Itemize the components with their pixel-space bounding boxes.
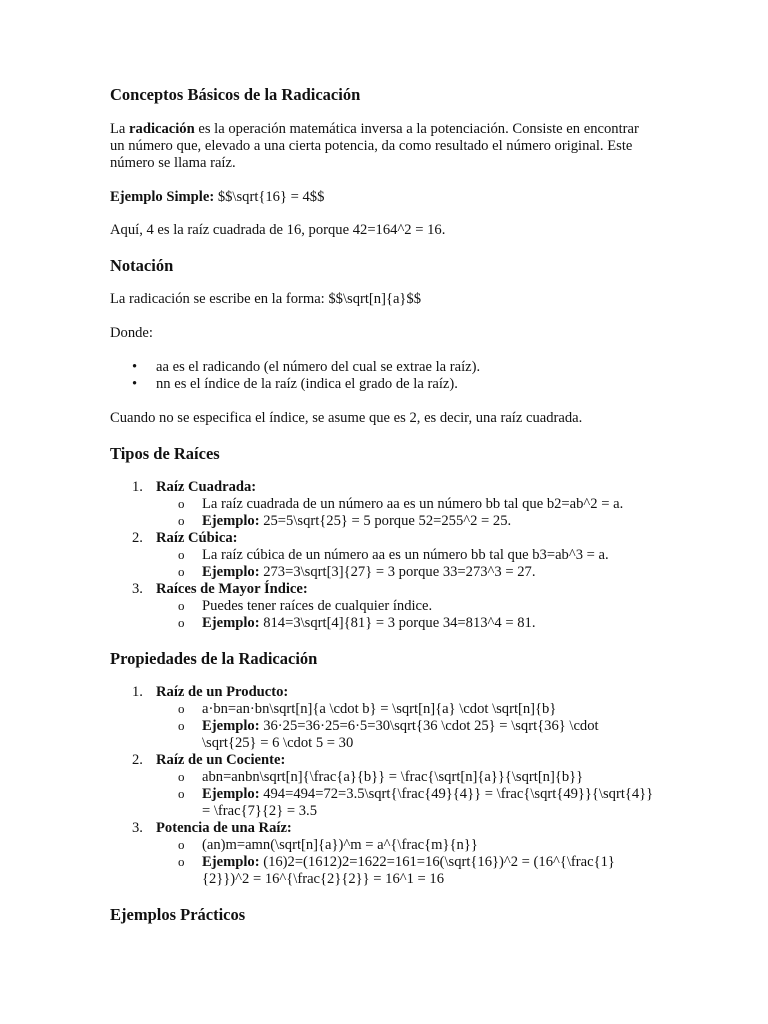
list-number: 1. — [132, 479, 143, 495]
list-item — [110, 684, 655, 752]
notation-bullet-list — [110, 359, 655, 393]
sub-list-item: o (an)m=amn(\sqrt[n]{a})^m = a^{\frac{m}{n}} — [156, 837, 655, 854]
example-text: 814=3\sqrt[4]{81} = 3 porque 34=813^4 = 81. — [259, 615, 536, 631]
list-item-label: Potencia de una Raíz: — [156, 820, 292, 836]
sub-list-item: o abn=anbn\sqrt[n]{\frac{a}{b}} = \frac{\sqrt[n]{a}}{\sqrt[n]{b}} — [156, 769, 655, 786]
list-item: • aa es el radicando (el número del cual se extrae la raíz). — [110, 359, 655, 376]
example-text: 25=5\sqrt{25} = 5 porque 52=255^2 = 25. — [259, 513, 512, 529]
definition-paragraph — [110, 121, 655, 172]
sub-list-item: o Puedes tener raíces de cualquier índice. — [156, 598, 655, 615]
example-label: Ejemplo: — [202, 786, 260, 802]
list-number: 3. — [132, 820, 143, 836]
example-text: (16)2=(1612)2=1622=161=16(\sqrt{16})^2 = (16^{\frac{1}{2}})^2 = 16^{\frac{2}{2}} = 16^1 = 16 — [202, 854, 615, 887]
types-list — [110, 479, 655, 632]
definition-prefix: La — [110, 121, 130, 137]
example-text: 36·25=36·25=6·5=30\sqrt{36 \cdot 25} = \sqrt{36} \cdot \sqrt{25} = 6 \cdot 5 = 30 — [202, 718, 599, 751]
example-label: Ejemplo: — [202, 718, 260, 734]
notation-paragraph: La radicación se escribe en la forma: $$\sqrt[n]{a}$$ — [110, 291, 422, 307]
simple-example-label: Ejemplo Simple: — [110, 189, 215, 205]
list-number: 3. — [132, 581, 143, 597]
sub-list — [156, 837, 655, 888]
sub-list — [156, 598, 655, 632]
default-index-paragraph: Cuando no se especifica el índice, se asume que es 2, es decir, una raíz cuadrada. — [110, 410, 583, 426]
donde-paragraph: Donde: — [110, 325, 153, 341]
sub-list-item — [156, 615, 655, 632]
section-title-notacion: Notación — [110, 256, 174, 275]
list-item — [110, 820, 655, 888]
example-label: Ejemplo: — [202, 615, 260, 631]
document-page — [110, 84, 655, 926]
sub-list — [156, 547, 655, 581]
page-title: Conceptos Básicos de la Radicación — [110, 85, 361, 104]
list-item-label: Raíz de un Cociente: — [156, 752, 286, 768]
list-item — [110, 479, 655, 530]
section-title-tipos: Tipos de Raíces — [110, 444, 220, 463]
list-item: • nn es el índice de la raíz (indica el grado de la raíz). — [110, 376, 655, 393]
example-text: 273=3\sqrt[3]{27} = 3 porque 33=273^3 = 27. — [259, 564, 536, 580]
sub-list-item — [156, 564, 655, 581]
sub-list — [156, 701, 655, 752]
definition-text: es la operación matemática inversa a la potenciación. Consiste en encontrar un número que, elevado a una cierta potencia, da como resultado el número original. Este número se llama raíz. — [110, 121, 639, 171]
sub-list-item — [156, 718, 655, 752]
explanation-paragraph: Aquí, 4 es la raíz cuadrada de 16, porque 42=164^2 = 16. — [110, 222, 446, 238]
list-number: 2. — [132, 752, 143, 768]
sub-list — [156, 496, 655, 530]
sub-list-item — [156, 786, 655, 820]
list-item-label: Raíz Cuadrada: — [156, 479, 257, 495]
list-item — [110, 752, 655, 820]
sub-list-item: o La raíz cuadrada de un número aa es un número bb tal que b2=ab^2 = a. — [156, 496, 655, 513]
example-label: Ejemplo: — [202, 564, 260, 580]
list-item-label: Raíces de Mayor Índice: — [156, 581, 308, 597]
section-title-propiedades: Propiedades de la Radicación — [110, 649, 318, 668]
definition-term: radicación — [129, 121, 195, 137]
sub-list-item — [156, 513, 655, 530]
list-number: 2. — [132, 530, 143, 546]
properties-list — [110, 684, 655, 888]
list-item-label: Raíz Cúbica: — [156, 530, 238, 546]
simple-example-formula: $$\sqrt{16} = 4$$ — [214, 189, 325, 205]
list-item — [110, 581, 655, 632]
sub-list-item: o La raíz cúbica de un número aa es un número bb tal que b3=ab^3 = a. — [156, 547, 655, 564]
list-item — [110, 530, 655, 581]
sub-list-item: o a·bn=an·bn\sqrt[n]{a \cdot b} = \sqrt[n]{a} \cdot \sqrt[n]{b} — [156, 701, 655, 718]
example-text: 494=494=72=3.5\sqrt{\frac{49}{4}} = \frac{\sqrt{49}}{\sqrt{4}} = \frac{7}{2} = 3.5 — [202, 786, 654, 819]
sub-list-item — [156, 854, 655, 888]
example-label: Ejemplo: — [202, 854, 260, 870]
simple-example — [110, 189, 655, 206]
example-label: Ejemplo: — [202, 513, 260, 529]
section-title-ejemplos: Ejemplos Prácticos — [110, 905, 246, 924]
list-item-label: Raíz de un Producto: — [156, 684, 289, 700]
list-number: 1. — [132, 684, 143, 700]
sub-list — [156, 769, 655, 820]
